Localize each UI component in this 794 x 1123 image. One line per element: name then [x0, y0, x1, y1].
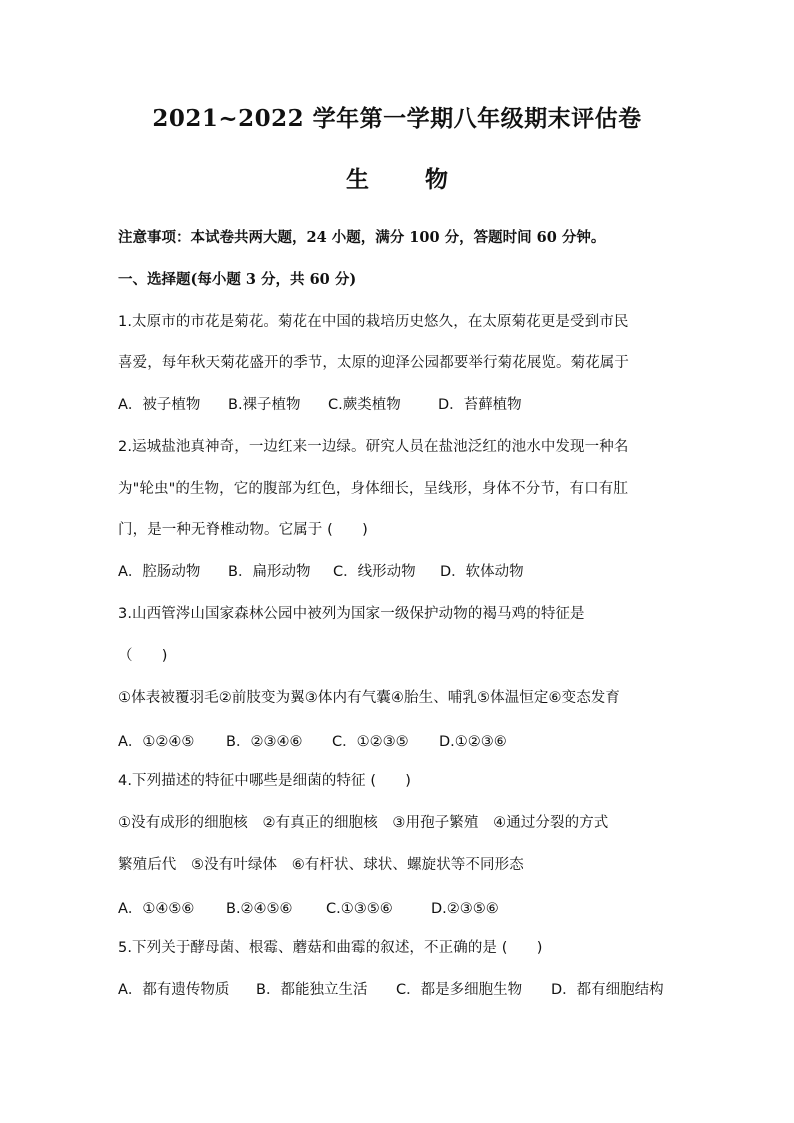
subject-title	[0, 161, 794, 194]
q1-line-1: 1.太原市的市花是菊花。菊花在中国的栽培历史悠久，在太原菊花更是受到市民	[118, 314, 629, 330]
q4-option-c: C.①③⑤⑥	[326, 901, 393, 917]
q3-option-b: B．②③④⑥	[226, 734, 303, 750]
q2-option-b: B．扁形动物	[228, 564, 311, 580]
q3-option-c: C．①②③⑤	[332, 734, 409, 750]
q1-options	[118, 393, 698, 414]
q4-option-a: A．①④⑤⑥	[118, 901, 195, 917]
q1-line-2: 喜爱，每年秋天菊花盛开的季节，太原的迎泽公园都要举行菊花展览。菊花属于	[118, 355, 629, 371]
q2-line-1: 2.运城盐池真神奇，一边红来一边绿。研究人员在盐池泛红的池水中发现一种名	[118, 439, 629, 455]
q3-options	[118, 730, 698, 751]
q2-line-2: 为"轮虫"的生物，它的腹部为红色，身体细长，呈线形，身体不分节，有口有肛	[118, 481, 628, 497]
q3-option-d: D.①②③⑥	[439, 734, 507, 750]
q1-option-c: C.蕨类植物	[328, 397, 401, 413]
q2-option-d: D．软体动物	[440, 564, 524, 580]
q5-option-d: D．都有细胞结构	[551, 982, 664, 998]
q4-line-3: 繁殖后代 ⑤没有叶绿体 ⑥有杆状、球状、螺旋状等不同形态	[118, 857, 524, 873]
q2-option-c: C．线形动物	[333, 564, 416, 580]
q3-line-3: ①体表被覆羽毛②前肢变为翼③体内有气囊④胎生、哺乳⑤体温恒定⑥变态发育	[118, 690, 620, 706]
q5-option-b: B．都能独立生活	[256, 982, 368, 998]
q4-line-2: ①没有成形的细胞核 ②有真正的细胞核 ③用孢子繁殖 ④通过分裂的方式	[118, 815, 609, 831]
q4-options	[118, 897, 698, 918]
q3-option-a: A．①②④⑤	[118, 734, 195, 750]
q4-line-1: 4.下列描述的特征中哪些是细菌的特征 ( )	[118, 773, 412, 789]
q1-option-d: D．苔藓植物	[438, 397, 522, 413]
q5-option-a: A．都有遗传物质	[118, 982, 230, 998]
q5-option-c: C．都是多细胞生物	[396, 982, 523, 998]
exam-title: 2021~2022 学年第一学期八年级期末评估卷	[152, 105, 642, 132]
q2-line-3: 门，是一种无脊椎动物。它属于 ( )	[118, 522, 368, 538]
q1-option-a: A．被子植物	[118, 397, 201, 413]
q3-line-1: 3.山西管涔山国家森林公园中被列为国家一级保护动物的褐马鸡的特征是	[118, 606, 585, 622]
q3-line-2: （ )	[118, 648, 168, 664]
subject-char-2: 物	[425, 166, 448, 193]
q1-option-b: B.裸子植物	[228, 397, 301, 413]
exam-notice: 注意事项：本试卷共两大题，24 小题，满分 100 分，答题时间 60 分钟。	[118, 229, 606, 246]
q5-options	[118, 978, 698, 999]
q5-line-1: 5.下列关于酵母菌、根霉、蘑菇和曲霉的叙述，不正确的是 ( )	[118, 940, 543, 956]
q2-option-a: A．腔肠动物	[118, 564, 201, 580]
q2-options	[118, 560, 698, 581]
q4-option-b: B.②④⑤⑥	[226, 901, 293, 917]
subject-char-1: 生	[346, 166, 369, 193]
q4-option-d: D.②③⑤⑥	[431, 901, 499, 917]
section-heading: 一、选择题(每小题 3 分，共 60 分)	[118, 271, 357, 288]
